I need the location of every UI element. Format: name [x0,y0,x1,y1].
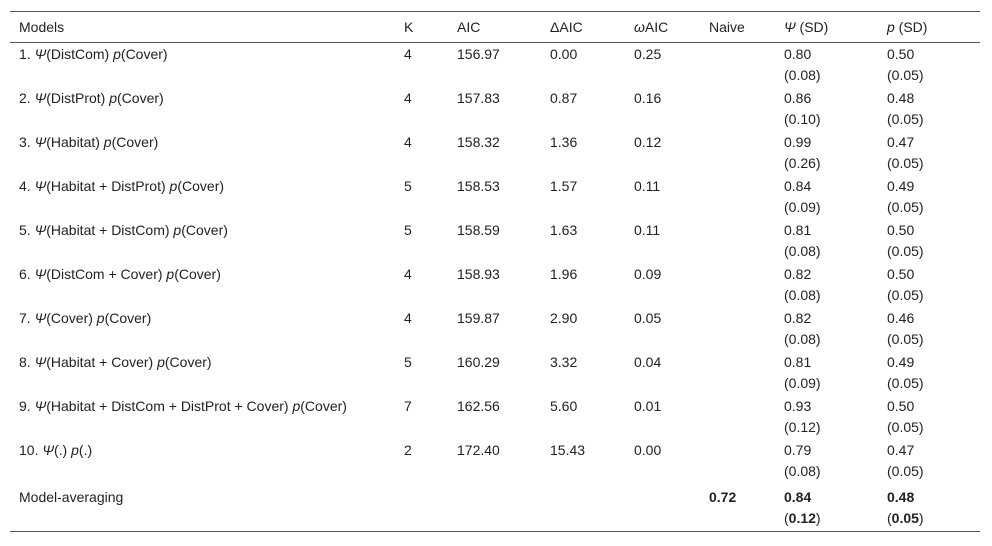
psi-covariates: (Habitat + DistCom) [46,222,174,238]
omega-aic-cell: 0.01 [634,398,662,414]
model-averaging-label: Model-averaging [19,489,124,505]
table-row [10,439,980,483]
psi-covariates: (DistCom) [46,46,114,62]
p-symbol: p [887,18,895,35]
p-sd-text: (SD) [894,18,928,35]
p-covariates: (Cover) [120,46,168,62]
model-number: 8. [19,354,35,370]
omega-aic-cell: 0.05 [634,310,662,326]
psi-sd-text: (SD) [795,18,829,35]
psi-sd-cell [775,395,878,439]
psi-symbol: Ψ [34,398,47,414]
p-covariates: (Cover) [300,398,347,414]
naive-cell [700,263,775,307]
psi-value: 0.99 [784,134,812,150]
model-cell [10,175,395,219]
p-symbol: p [109,90,118,106]
delta-aic-cell: 0.00 [550,46,578,62]
aic-cell: 158.59 [457,222,500,238]
psi-covariates: (Cover) [46,310,97,326]
delta-aic-cell: 1.96 [550,266,578,282]
omega-aic-cell [625,483,700,532]
p-covariates: (Cover) [164,354,212,370]
naive-cell [700,351,775,395]
p-sd-cell [878,307,980,351]
omega-aic-cell: 0.11 [634,178,661,194]
psi-sd-cell [775,483,878,532]
psi-symbol: Ψ [34,90,47,106]
p-sd-cell [878,131,980,175]
psi-sd-cell [775,219,878,263]
table-row [10,263,980,307]
psi-sd-cell [775,87,878,131]
k-cell: 4 [404,90,412,106]
p-value: 0.50 [887,266,915,282]
p-value: 0.50 [887,46,915,62]
psi-value: 0.82 [784,310,812,326]
psi-covariates: (DistCom + Cover) [46,266,167,282]
header-k: K [404,18,414,35]
p-symbol: p [113,46,121,62]
p-value: 0.48 [887,489,915,505]
model-number: 6. [19,266,35,282]
delta-aic-cell [541,483,625,532]
p-value: 0.49 [887,354,915,370]
psi-sd-cell [775,43,878,88]
model-cell [10,395,395,439]
k-cell: 5 [404,178,412,194]
psi-covariates: (Habitat + DistCom + DistProt + Cover) [46,398,293,414]
psi-symbol: Ψ [34,310,47,326]
naive-cell [700,219,775,263]
aic-cell: 158.93 [457,266,500,282]
psi-symbol: Ψ [34,222,47,238]
delta-symbol: Δ [550,18,560,35]
table-row [10,395,980,439]
psi-symbol: Ψ [42,442,54,458]
k-cell: 5 [404,222,412,238]
p-value: 0.47 [887,134,915,150]
k-cell: 4 [404,266,412,282]
model-selection-table-container [10,11,980,532]
model-cell [10,43,395,88]
p-covariates: (Cover) [177,178,225,194]
p-value: 0.48 [887,90,915,106]
header-models: Models [19,18,65,35]
p-value: 0.50 [887,222,915,238]
omega-aic-cell: 0.09 [634,266,662,282]
table-row [10,87,980,131]
p-value: 0.50 [887,398,915,414]
psi-covariates: (Habitat + DistProt) [46,178,170,194]
p-sd-cell [878,395,980,439]
delta-aic-cell: 1.63 [550,222,578,238]
omega-aic-cell: 0.25 [634,46,662,62]
psi-value: 0.84 [784,489,812,505]
table-row [10,219,980,263]
p-sd: (0.05) [887,419,924,435]
k-cell: 4 [404,134,412,150]
table-header-row [10,12,980,43]
psi-symbol: Ψ [34,266,47,282]
p-value: 0.49 [887,178,915,194]
k-cell: 5 [404,354,412,370]
psi-sd-cell [775,131,878,175]
delta-aic-cell: 0.87 [550,90,578,106]
naive-cell [700,175,775,219]
p-sd: (0.05) [887,463,924,479]
header-p-sd [878,12,980,43]
model-number: 2. [19,90,35,106]
paren-open: ( [784,510,789,526]
model-number: 1. [19,46,35,62]
model-number: 10. [19,442,43,458]
model-number: 4. [19,178,35,194]
p-sd-cell [878,439,980,483]
model-number: 9. [19,398,35,414]
naive-cell [700,439,775,483]
p-symbol: p [166,266,175,282]
p-symbol: p [292,398,301,414]
p-sd-cell [878,87,980,131]
model-number: 7. [19,310,35,326]
psi-sd-cell [775,263,878,307]
psi-value: 0.81 [784,354,812,370]
k-cell [395,483,448,532]
header-naive: Naive [709,18,745,35]
table-row [10,307,980,351]
p-covariates: (Cover) [111,134,159,150]
p-value: 0.47 [887,442,915,458]
aic-cell: 156.97 [457,46,500,62]
p-sd-cell [878,219,980,263]
model-selection-table [10,11,980,532]
p-covariates: (Cover) [104,310,152,326]
p-sd-cell [878,351,980,395]
omega-aic-text: AIC [644,18,669,35]
p-sd-cell [878,263,980,307]
omega-aic-cell: 0.04 [634,354,662,370]
psi-sd: (0.08) [784,331,821,347]
p-symbol: p [96,310,105,326]
table-row [10,351,980,395]
psi-symbol: Ψ [34,46,47,62]
header-delta-aic [541,12,625,43]
p-covariates: (Cover) [174,266,221,282]
delta-aic-cell: 5.60 [550,398,578,414]
psi-covariates: (.) [54,442,72,458]
aic-cell: 160.29 [457,354,500,370]
k-cell: 2 [404,442,412,458]
psi-sd: (0.08) [784,243,821,259]
header-psi-sd [775,12,878,43]
psi-sd: (0.09) [784,375,821,391]
psi-value: 0.79 [784,442,812,458]
omega-aic-cell: 0.00 [634,442,662,458]
omega-aic-cell: 0.12 [634,134,662,150]
p-sd: (0.05) [887,67,924,83]
p-value: 0.46 [887,310,915,326]
naive-cell [700,131,775,175]
psi-value: 0.82 [784,266,812,282]
k-cell: 4 [404,310,412,326]
p-covariates: (.) [78,442,93,458]
aic-cell: 162.56 [457,398,500,414]
naive-cell [700,43,775,88]
p-sd: (0.05) [887,155,924,171]
omega-symbol: ω [634,18,645,35]
k-cell: 7 [404,398,412,414]
naive-cell: 0.72 [709,489,737,505]
paren-close: ) [918,510,924,526]
delta-aic-text: AIC [559,18,583,35]
psi-symbol: Ψ [34,178,47,194]
p-sd: (0.05) [887,199,924,215]
p-sd: 0.05 [891,510,919,526]
model-cell [10,439,395,483]
p-sd: (0.05) [887,111,924,127]
p-symbol: p [103,134,112,150]
psi-symbol: Ψ [784,18,796,35]
psi-sd: (0.26) [784,155,821,171]
psi-sd: (0.08) [784,463,821,479]
delta-aic-cell: 1.57 [550,178,578,194]
delta-aic-cell: 2.90 [550,310,578,326]
psi-covariates: (DistProt) [46,90,110,106]
psi-sd: (0.08) [784,67,821,83]
table-row [10,131,980,175]
psi-sd: (0.10) [784,111,821,127]
header-aic: AIC [457,18,481,35]
p-sd: (0.05) [887,331,924,347]
model-averaging-row [10,483,980,532]
psi-sd-cell [775,175,878,219]
paren-close: ) [815,510,821,526]
naive-cell [700,395,775,439]
table-row [10,43,980,88]
psi-sd-cell [775,439,878,483]
p-sd: (0.05) [887,287,924,303]
p-symbol: p [169,178,178,194]
p-covariates: (Cover) [117,90,164,106]
psi-covariates: (Habitat + Cover) [46,354,158,370]
psi-value: 0.86 [784,90,812,106]
p-sd-cell [878,483,980,532]
psi-value: 0.81 [784,222,812,238]
model-cell [10,219,395,263]
model-cell [10,263,395,307]
header-omega-aic [625,12,700,43]
p-sd-cell [878,43,980,88]
p-symbol: p [157,354,165,370]
aic-cell: 159.87 [457,310,500,326]
model-cell [10,351,395,395]
psi-sd-cell [775,307,878,351]
p-sd-cell [878,175,980,219]
psi-value: 0.80 [784,46,812,62]
omega-aic-cell: 0.11 [634,222,661,238]
model-cell [10,87,395,131]
aic-cell: 158.32 [457,134,500,150]
psi-value: 0.93 [784,398,812,414]
psi-value: 0.84 [784,178,812,194]
delta-aic-cell: 15.43 [550,442,586,458]
p-symbol: p [71,442,79,458]
p-covariates: (Cover) [181,222,228,238]
model-cell [10,307,395,351]
paren-open: ( [887,510,892,526]
model-number: 5. [19,222,35,238]
psi-symbol: Ψ [34,354,47,370]
psi-covariates: (Habitat) [46,134,104,150]
omega-aic-cell: 0.16 [634,90,662,106]
aic-cell: 158.53 [457,178,500,194]
p-symbol: p [173,222,182,238]
psi-sd: (0.12) [784,419,821,435]
p-sd: (0.05) [887,375,924,391]
model-cell [10,131,395,175]
delta-aic-cell: 3.32 [550,354,578,370]
psi-symbol: Ψ [34,134,47,150]
aic-cell [448,483,541,532]
psi-sd: (0.09) [784,199,821,215]
k-cell: 4 [404,46,412,62]
psi-sd: 0.12 [788,510,816,526]
aic-cell: 172.40 [457,442,500,458]
p-sd: (0.05) [887,243,924,259]
aic-cell: 157.83 [457,90,500,106]
psi-sd: (0.08) [784,287,821,303]
naive-cell [700,307,775,351]
model-number: 3. [19,134,35,150]
naive-cell [700,87,775,131]
delta-aic-cell: 1.36 [550,134,578,150]
psi-sd-cell [775,351,878,395]
table-row [10,175,980,219]
